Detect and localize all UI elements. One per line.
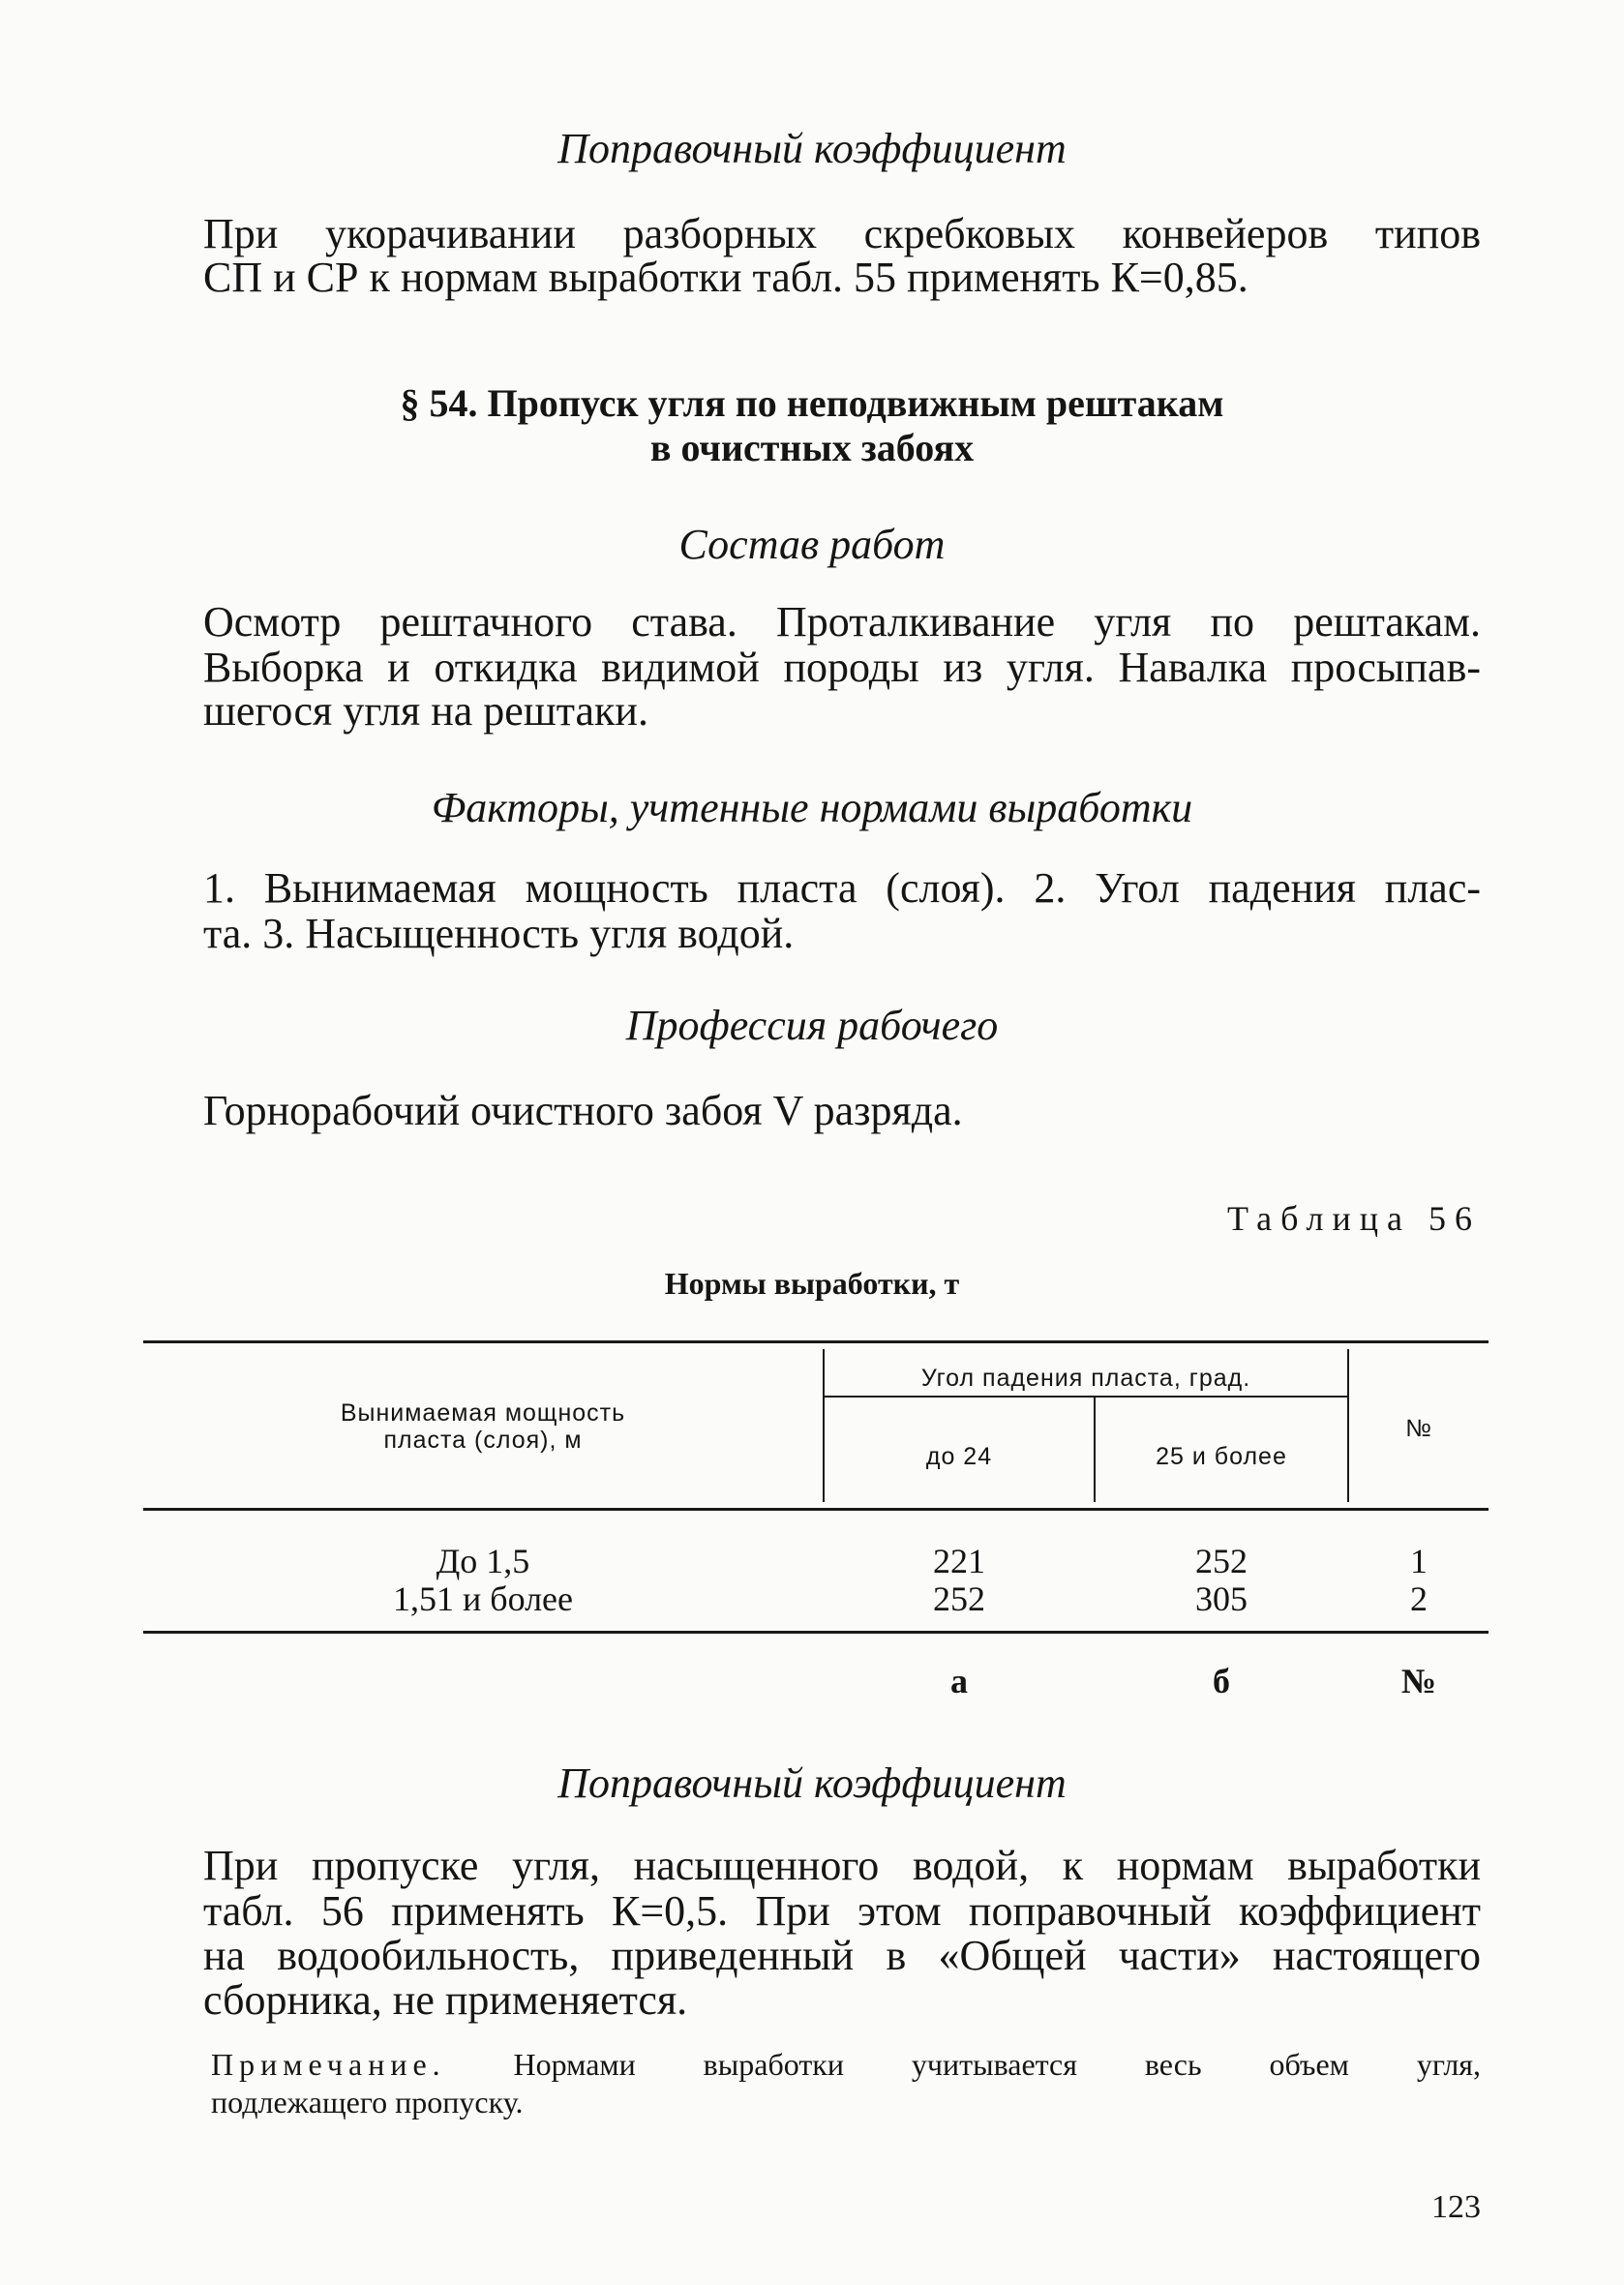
- note-text-1: Нормами выработки учитывается весь объем угля,: [513, 2047, 1482, 2082]
- factors-line-2: та. 3. Насыщенность угля водой.: [203, 910, 795, 957]
- table-top-rule: [143, 1340, 1489, 1343]
- row-1-no: 1: [1410, 1542, 1428, 1580]
- note-line-1: [211, 2047, 1481, 2082]
- top-coefficient-heading: Поправочный коэффициент: [557, 125, 1067, 172]
- table-header-rule: [143, 1508, 1489, 1511]
- note-line-2: подлежащего пропуску.: [211, 2085, 524, 2120]
- row-2-col-a: 252: [933, 1579, 985, 1618]
- table-group-rule: [824, 1396, 1347, 1398]
- table-label: Таблица 56: [1227, 1199, 1481, 1238]
- row-2-no: 2: [1410, 1579, 1428, 1618]
- bottom-coefficient-line-4: сборника, не применяется.: [203, 1976, 688, 2024]
- section-title-line-1: § 54. Пропуск угля по неподвижным рештакам: [400, 381, 1224, 425]
- no-header: №: [1405, 1415, 1432, 1442]
- bottom-coefficient-line-1: При пропуске угля, насыщенного водой, к нормам выработки: [203, 1842, 1481, 1889]
- note-label: Примечание.: [211, 2047, 446, 2082]
- col1-header-line-1: Вынимаемая мощность: [340, 1399, 626, 1427]
- row-1-thickness: До 1,5: [436, 1542, 530, 1580]
- profession-text: Горнорабочий очистного забоя V разряда.: [203, 1087, 963, 1134]
- table-title: Нормы выработки, т: [664, 1266, 960, 1301]
- page-number: 123: [1431, 2189, 1481, 2225]
- profession-heading: Профессия рабочего: [625, 1002, 999, 1049]
- work-composition-heading: Состав работ: [678, 521, 946, 568]
- col1-header-line-2: пласта (слоя), м: [383, 1427, 583, 1454]
- factors-heading: Факторы, учтенные нормами выработки: [431, 784, 1193, 831]
- table-bottom-rule: [143, 1631, 1489, 1634]
- footer-a: а: [950, 1662, 968, 1700]
- work-composition-line-3: шегося угля на рештаки.: [203, 687, 648, 735]
- row-2-col-b: 305: [1195, 1579, 1248, 1618]
- angle-group-header: Угол падения пласта, град.: [920, 1365, 1251, 1392]
- footer-no: №: [1400, 1662, 1437, 1700]
- subheader-25-and-more: 25 и более: [1156, 1443, 1287, 1470]
- factors-line-1: 1. Вынимаемая мощность пласта (слоя). 2. Угол падения плас-: [203, 864, 1481, 912]
- subheader-up-to-24: до 24: [925, 1443, 993, 1470]
- work-composition-line-1: Осмотр рештачного става. Проталкивание угля по рештакам.: [203, 598, 1481, 646]
- section-title-line-2: в очистных забоях: [649, 426, 975, 469]
- footer-b: б: [1213, 1662, 1230, 1700]
- work-composition-line-2: Выборка и откидка видимой породы из угля. Навалка просыпав-: [203, 644, 1481, 691]
- row-2-thickness: 1,51 и более: [392, 1579, 574, 1618]
- bottom-coefficient-heading: Поправочный коэффициент: [557, 1759, 1067, 1807]
- bottom-coefficient-line-2: табл. 56 применять К=0,5. При этом поправочный коэффициент: [203, 1887, 1481, 1935]
- row-1-col-b: 252: [1195, 1542, 1248, 1580]
- top-coefficient-line-2: СП и СР к нормам выработки табл. 55 применять К=0,85.: [203, 254, 1248, 301]
- top-coefficient-line-1: При укорачивании разборных скребковых конвейеров типов: [203, 210, 1481, 257]
- bottom-coefficient-line-3: на водообильность, приведенный в «Общей части» настоящего: [203, 1932, 1481, 1979]
- row-1-col-a: 221: [933, 1542, 985, 1580]
